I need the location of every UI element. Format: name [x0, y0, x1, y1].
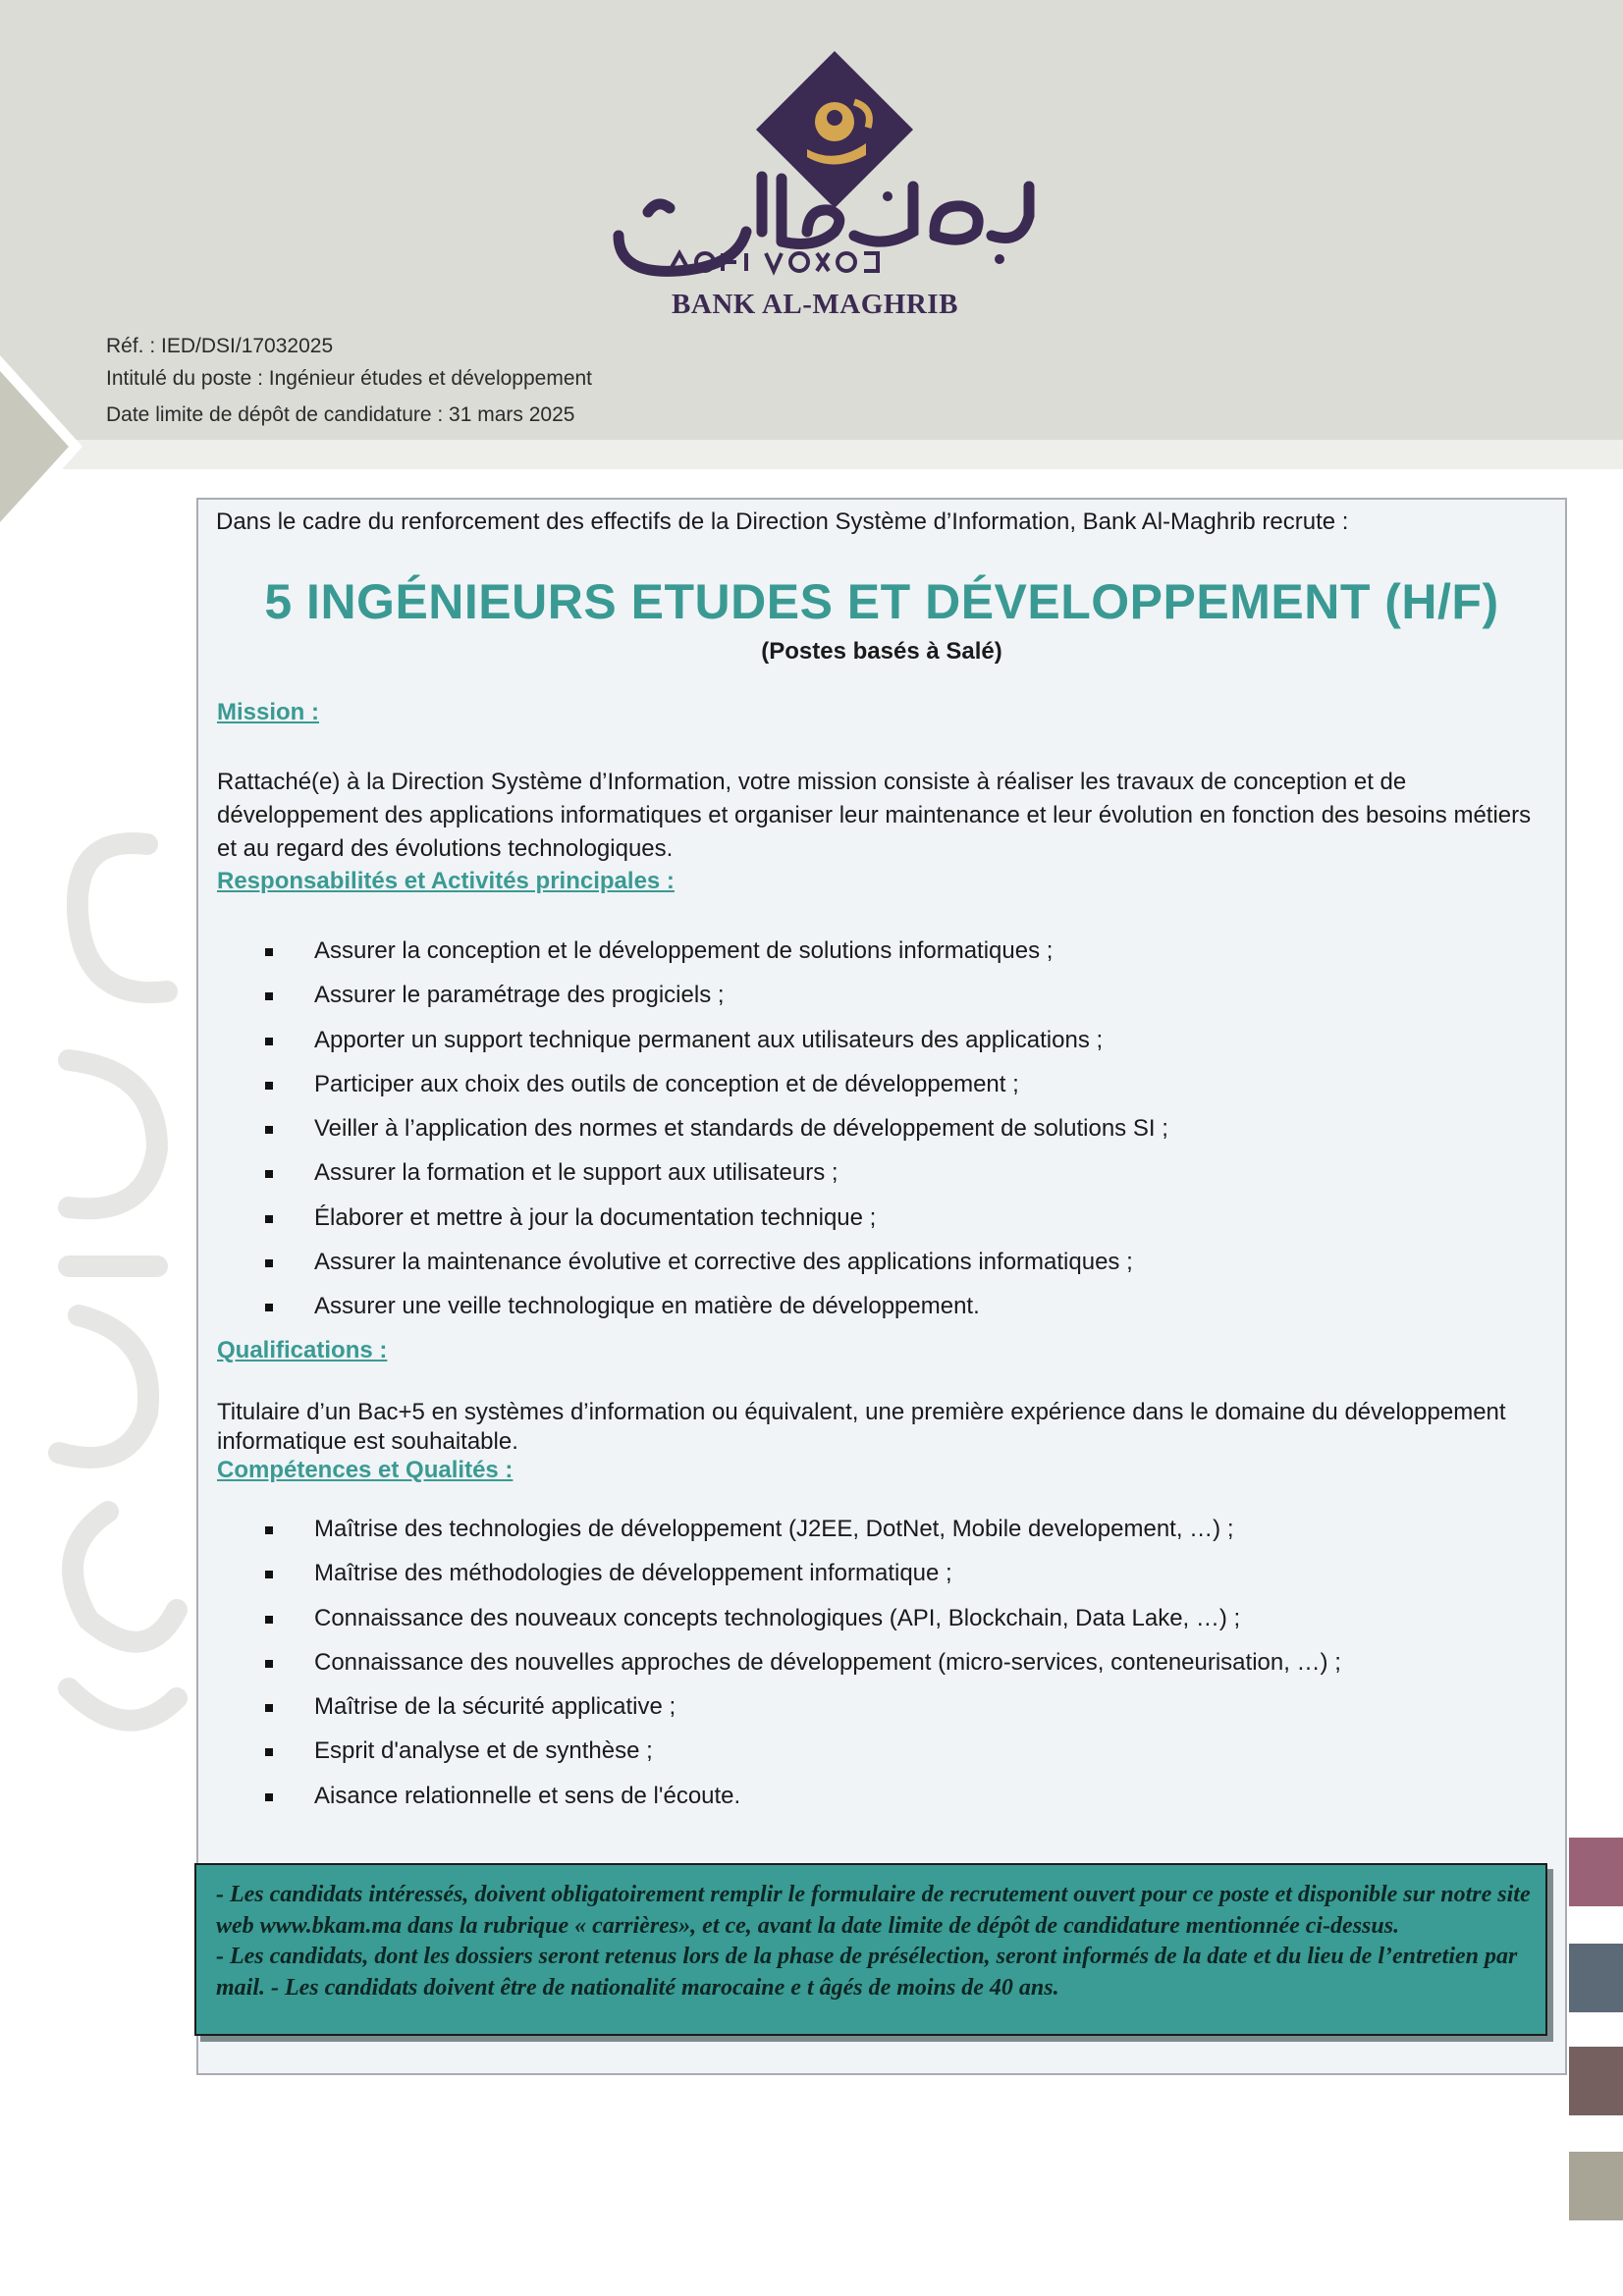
- bank-logo-icon: [589, 39, 1041, 324]
- mission-text: Rattaché(e) à la Direction Système d’Information, votre mission consiste à réaliser les travaux de conception et de développement des applications informatiques et organiser leur maintenance et leur évolution en fonction des besoins métiers et au regard des évolutions technologiques.: [217, 769, 1532, 862]
- qualifications-text: Titulaire d’un Bac+5 en systèmes d’information ou équivalent, une première expérience dans le domaine du développement informatique est souhaitable.: [217, 1399, 1506, 1455]
- notice-line-2: - Les candidats, dont les dossiers seront retenus lors de la phase de présélection, seront informés de la date et du lieu de l’entretien par mail. - Les candidats doivent être de nationalité marocaine e t âgés de moins de 40 ans.: [216, 1944, 1518, 2001]
- job-title: 5 INGÉNIEURS ETUDES ET DÉVELOPPEMENT (H/F): [264, 574, 1499, 629]
- job-location: (Postes basés à Salé): [761, 638, 1002, 665]
- responsibilities-item: Élaborer et mettre à jour la documentation technique ;: [265, 1201, 1168, 1246]
- qualifications-heading: Qualifications :: [217, 1337, 388, 1363]
- responsibilities-item: Assurer une veille technologique en matière de développement.: [265, 1290, 1168, 1334]
- color-swatch-2: [1569, 1944, 1623, 2012]
- responsibilities-item: Assurer le paramétrage des progiciels ;: [265, 979, 1168, 1023]
- responsibilities-item: Veiller à l’application des normes et standards de développement de solutions SI ;: [265, 1112, 1168, 1156]
- color-swatch-3: [1569, 2047, 1623, 2115]
- color-swatch-1: [1569, 1838, 1623, 1906]
- color-swatch-4: [1569, 2152, 1623, 2220]
- application-notice-text: [216, 1880, 1537, 2003]
- responsibilities-heading: Responsabilités et Activités principales :: [217, 868, 675, 894]
- logo-wordmark: BANK AL-MAGHRIB: [672, 289, 958, 320]
- reference-number: Réf. : IED/DSI/17032025: [106, 335, 334, 357]
- reference-block: [106, 330, 592, 431]
- skills-item: Maîtrise de la sécurité applicative ;: [265, 1690, 1341, 1735]
- skills-list: [265, 1513, 1341, 1824]
- responsibilities-item: Apporter un support technique permanent aux utilisateurs des applications ;: [265, 1024, 1168, 1068]
- skills-item: Aisance relationnelle et sens de l'écoute.: [265, 1780, 1341, 1824]
- responsibilities-item: Assurer la conception et le développement de solutions informatiques ;: [265, 934, 1168, 979]
- skills-item: Connaissance des nouvelles approches de développement (micro-services, conteneurisation, …) ;: [265, 1646, 1341, 1690]
- application-deadline: Date limite de dépôt de candidature : 31 mars 2025: [106, 403, 575, 426]
- skills-heading: Compétences et Qualités :: [217, 1457, 514, 1483]
- skills-item: Connaissance des nouveaux concepts technologiques (API, Blockchain, Data Lake, …) ;: [265, 1602, 1341, 1646]
- job-label: Intitulé du poste : Ingénieur études et développement: [106, 367, 593, 390]
- responsibilities-item: Assurer la maintenance évolutive et corrective des applications informatiques ;: [265, 1246, 1168, 1290]
- responsibilities-list: [265, 934, 1168, 1335]
- skills-item: Maîtrise des méthodologies de développement informatique ;: [265, 1557, 1341, 1601]
- mission-heading: Mission :: [217, 699, 320, 725]
- intro-text: Dans le cadre du renforcement des effectifs de la Direction Système d’Information, Bank Al-Maghrib recrute :: [216, 508, 1349, 535]
- header-strip: [0, 440, 1623, 469]
- responsibilities-item: Participer aux choix des outils de conception et de développement ;: [265, 1068, 1168, 1112]
- left-chevron-decoration: [0, 353, 88, 540]
- responsibilities-item: Assurer la formation et le support aux utilisateurs ;: [265, 1156, 1168, 1201]
- notice-line-1: - Les candidats intéressés, doivent obligatoirement remplir le formulaire de recrutement ouvert pour ce poste et disponible sur notre site web www.bkam.ma dans la rubrique « carrières», et ce, avant la date limite de dépôt de candidature mentionnée ci-dessus.: [216, 1882, 1531, 1939]
- skills-item: Maîtrise des technologies de développement (J2EE, DotNet, Mobile developement, …) ;: [265, 1513, 1341, 1557]
- calligraphy-watermark-icon: [10, 805, 196, 1767]
- skills-item: Esprit d'analyse et de synthèse ;: [265, 1735, 1341, 1779]
